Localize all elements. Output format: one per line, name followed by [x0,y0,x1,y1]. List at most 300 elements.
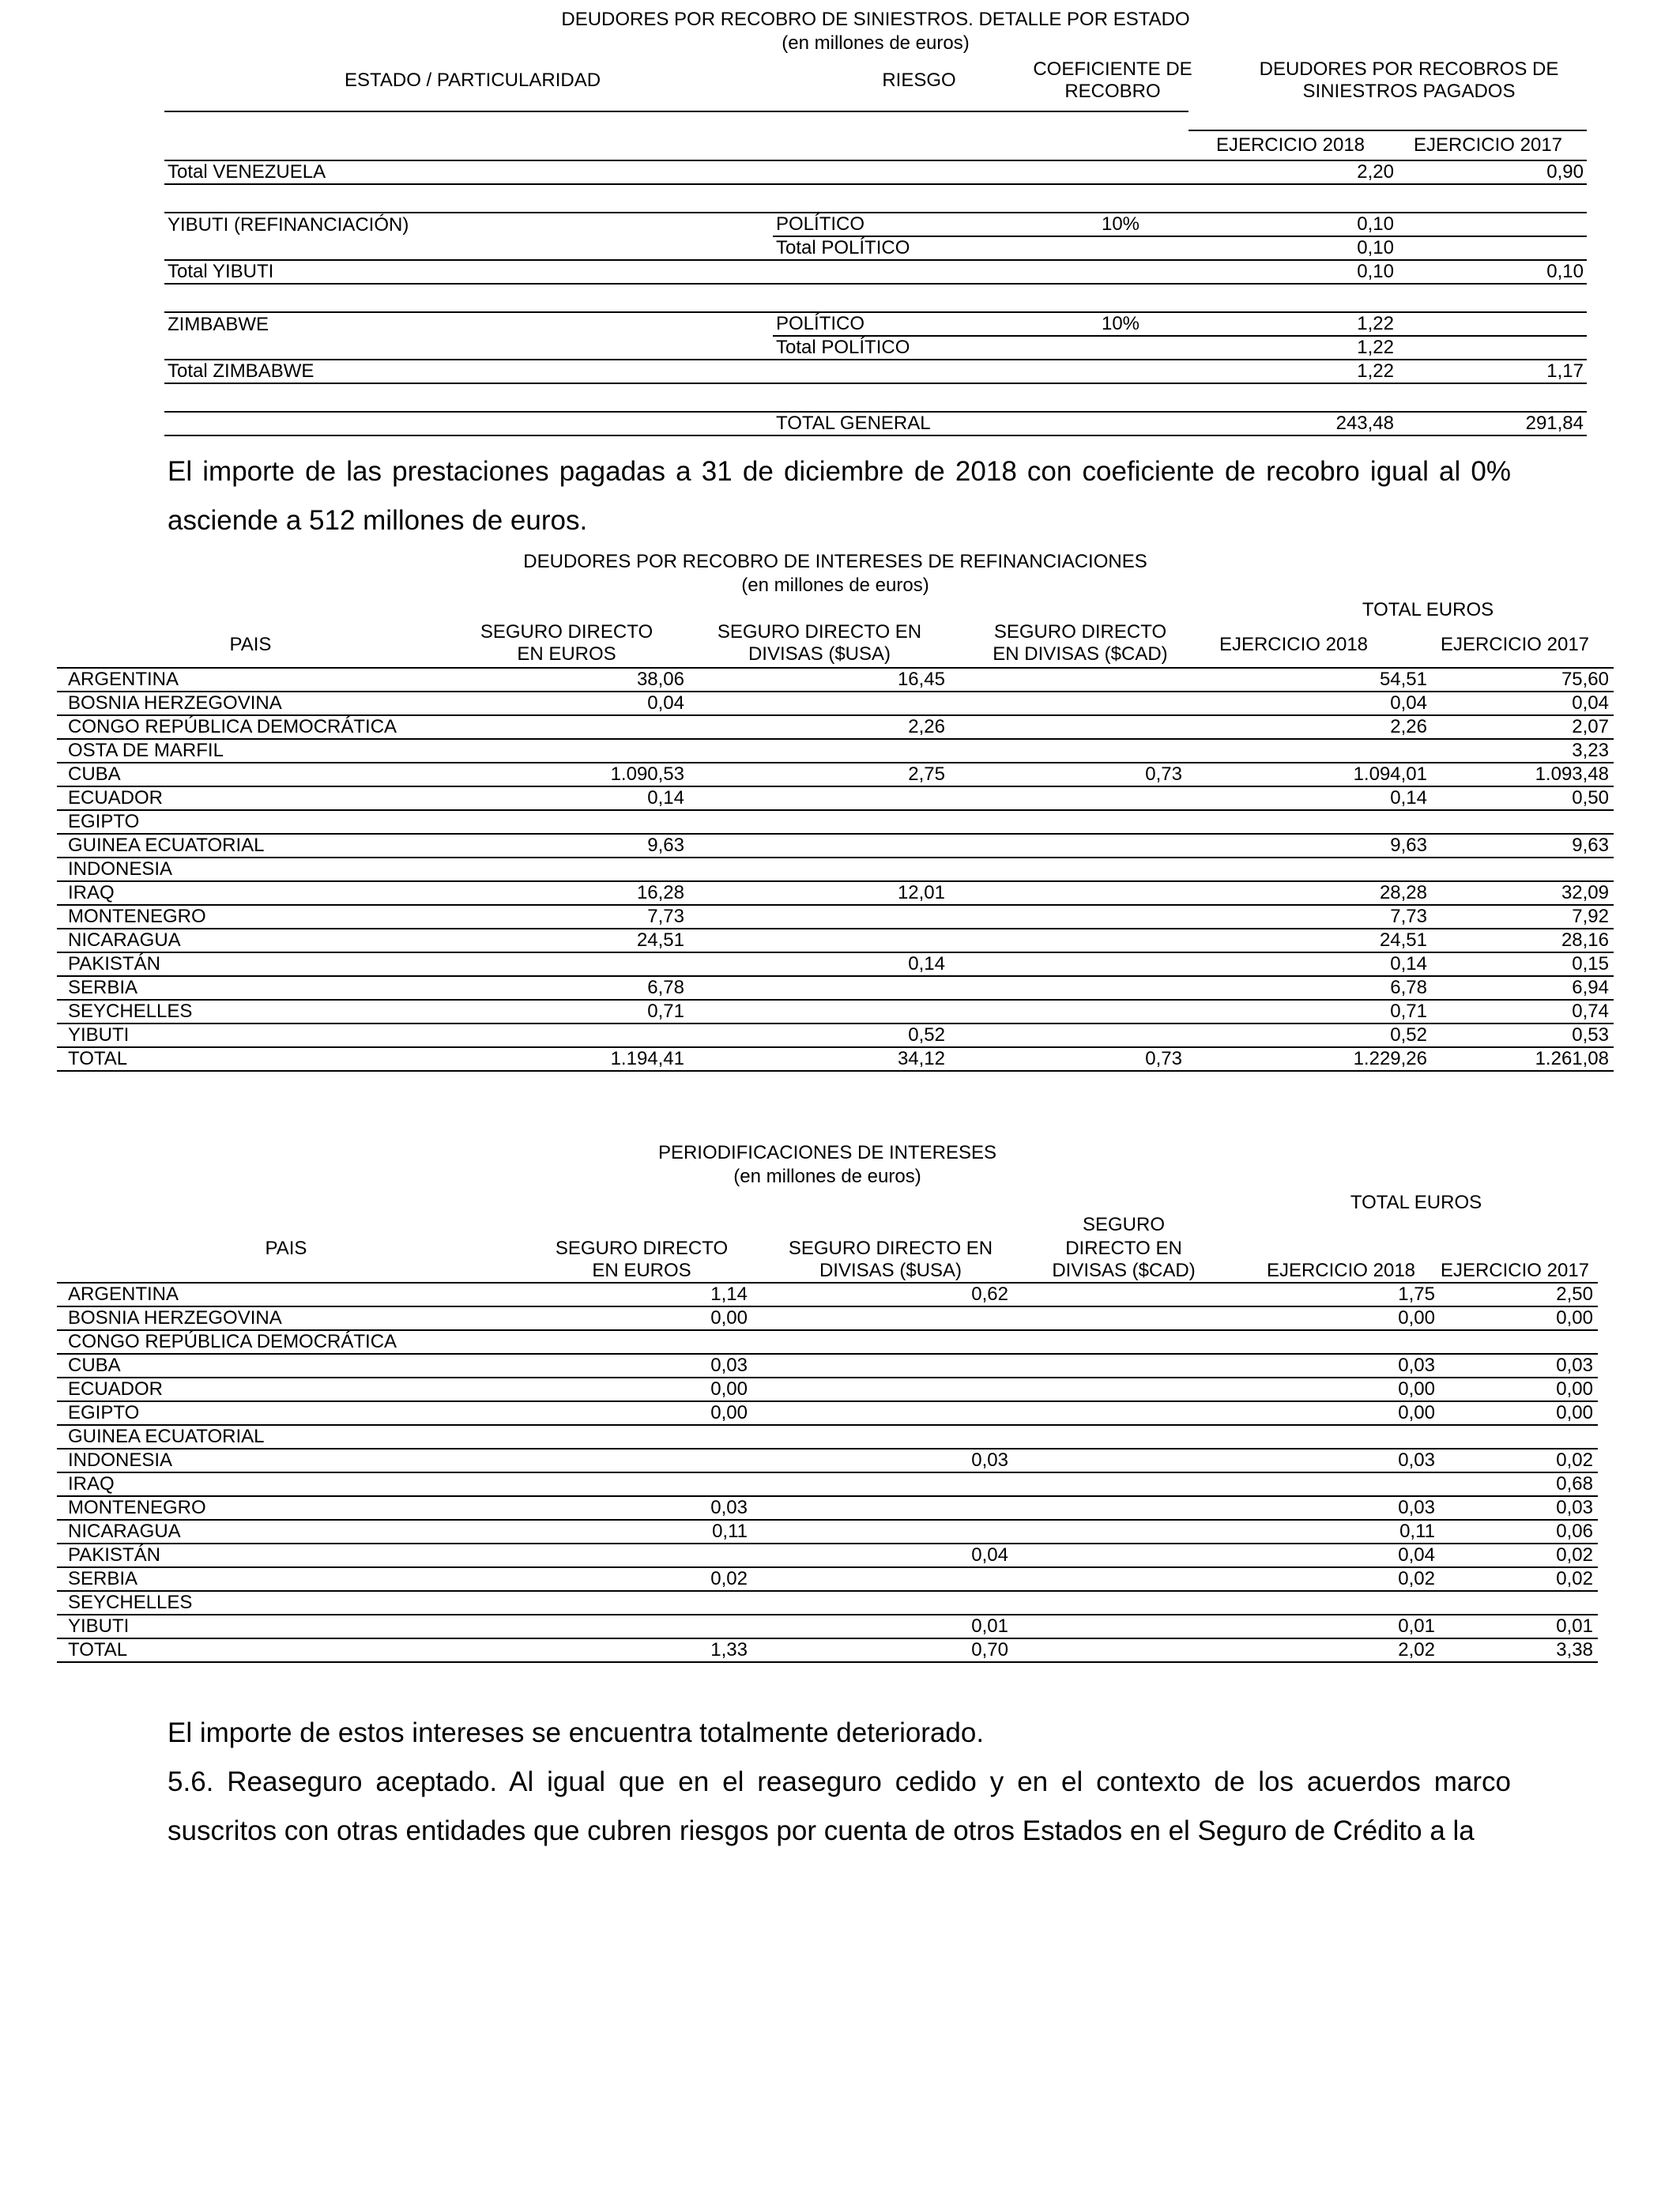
header-ej2017: EJERCICIO 2017 [1413,134,1563,156]
cell-coef: 10% [1002,213,1239,236]
cell-riesgo: POLÍTICO [773,213,1002,236]
header-usd-2: DIVISAS ($USA) [748,643,891,665]
cell-pais: SERBIA [57,976,452,1000]
table-row [164,360,1587,383]
cell-cad [950,976,1187,1000]
cell-estado: YIBUTI (REFINANCIACIÓN) [164,213,773,236]
cell-estado [164,236,773,260]
cell-2018: 0,52 [1187,1023,1432,1047]
header-cad-3: DIVISAS ($CAD) [1052,1260,1196,1281]
table-row [57,692,1614,715]
recobro-siniestros-table [164,8,1587,436]
cell-usd [689,976,950,1000]
table-row-spacer [164,383,1587,412]
cell-pais: ARGENTINA [57,668,452,692]
cell-usd: 0,01 [752,1615,1013,1638]
cell-2017: 0,04 [1432,692,1614,715]
cell-pais: INDONESIA [57,858,452,881]
cell-cad [1013,1425,1195,1449]
table-row [57,881,1614,905]
cell-2018: 54,51 [1187,668,1432,692]
table-row [57,1283,1598,1306]
cell-estado [164,336,773,360]
cell-2018 [1195,1330,1440,1354]
table-row-total [57,1638,1598,1662]
table1-header [164,55,1587,160]
cell-2017 [1440,1591,1598,1615]
cell-2018: 243,48 [1239,412,1397,435]
header-cad-1: SEGURO DIRECTO [993,621,1167,643]
cell-2018: 0,00 [1195,1401,1440,1425]
cell-usd [689,810,950,834]
cell-riesgo: Total POLÍTICO [773,336,1002,360]
cell-eur: 0,04 [452,692,689,715]
cell-2018: 2,20 [1239,160,1397,184]
cell-pais: GUINEA ECUATORIAL [57,834,452,858]
cell-eur: 24,51 [452,929,689,952]
cell-2018: 0,01 [1195,1615,1440,1638]
cell-usd [689,858,950,881]
cell-2017: 0,02 [1440,1544,1598,1567]
cell-eur: 1,14 [515,1283,752,1306]
cell-2018: 7,73 [1187,905,1432,929]
table-row [164,336,1587,360]
cell-pais: EGIPTO [57,810,452,834]
cell-cad [1013,1544,1195,1567]
header-coef-1: COEFICIENTE DE [1033,58,1192,80]
table-row [57,1000,1614,1023]
cell-2018: 0,10 [1239,236,1397,260]
cell-2018: 0,04 [1195,1544,1440,1567]
table-row [57,1449,1598,1472]
cell-eur [452,858,689,881]
paragraph-deteriorado: El importe de estos intereses se encuentra totalmente deteriorado. [168,1717,985,1748]
cell-pais: CUBA [57,1354,515,1378]
cell-estado [164,412,773,435]
table2-header [57,598,1614,667]
cell-eur: 0,00 [515,1306,752,1330]
cell-cad [1013,1638,1195,1662]
cell-pais: OSTA DE MARFIL [57,739,452,763]
intereses-refinanciaciones-table [57,550,1614,1072]
cell-riesgo [773,160,1002,184]
cell-2018 [1195,1591,1440,1615]
cell-cad [1013,1472,1195,1496]
cell-eur [515,1449,752,1472]
cell-cad [1013,1330,1195,1354]
table3-subtitle: (en millones de euros) [733,1166,921,1187]
cell-eur: 0,00 [515,1378,752,1401]
header-estado: ESTADO / PARTICULARIDAD [344,70,601,91]
header-coef-2: RECOBRO [1064,81,1161,102]
cell-cad [1013,1354,1195,1378]
table3-title: PERIODIFICACIONES DE INTERESES [657,1142,997,1163]
cell-2017: 0,74 [1432,1000,1614,1023]
cell-pais: PAKISTÁN [57,1544,515,1567]
cell-coef: 10% [1002,312,1239,336]
cell-usd [752,1354,1013,1378]
cell-cad [1013,1520,1195,1544]
cell-pais: MONTENEGRO [57,905,452,929]
header-eur-2: EN EUROS [517,643,616,665]
cell-coef [1002,236,1239,260]
cell-cad [1013,1449,1195,1472]
cell-2017: 1.093,48 [1432,763,1614,786]
header-usd-1: SEGURO DIRECTO EN [788,1238,993,1259]
header-ej2018: EJERCICIO 2018 [1219,634,1369,655]
cell-eur [452,715,689,739]
cell-cad [950,881,1187,905]
table-row [164,312,1587,336]
cell-eur: 9,63 [452,834,689,858]
cell-pais: IRAQ [57,881,452,905]
table1-title: DEUDORES POR RECOBRO DE SINIESTROS. DETALLE POR ESTADO [561,9,1190,30]
table-row [57,1567,1598,1591]
cell-coef [1002,336,1239,360]
cell-2018: 0,11 [1195,1520,1440,1544]
cell-2017: 9,63 [1432,834,1614,858]
cell-2018: 24,51 [1187,929,1432,952]
cell-usd [752,1401,1013,1425]
header-deud-1: DEUDORES POR RECOBROS DE [1259,58,1559,80]
cell-eur: 0,03 [515,1496,752,1520]
cell-2017: 0,53 [1432,1023,1614,1047]
cell-usd [689,692,950,715]
header-pais: PAIS [265,1238,307,1259]
table-row [57,1425,1598,1449]
cell-coef [1002,360,1239,383]
header-cad-2: EN DIVISAS ($CAD) [993,643,1168,665]
header-eur-1: SEGURO DIRECTO [480,621,654,643]
cell-eur [515,1615,752,1638]
table3-header [57,1189,1598,1282]
cell-usd [689,739,950,763]
cell-usd [689,929,950,952]
cell-2018: 0,71 [1187,1000,1432,1023]
cell-usd [689,905,950,929]
cell-cad [950,810,1187,834]
cell-pais: CUBA [57,763,452,786]
cell-2017: 0,00 [1440,1306,1598,1330]
header-ej2018: EJERCICIO 2018 [1215,134,1365,156]
cell-cad [950,692,1187,715]
cell-eur: 0,03 [515,1354,752,1378]
cell-2018: 1,22 [1239,360,1397,383]
table-row [57,1520,1598,1544]
table-row [57,858,1614,881]
header-total-euros: TOTAL EUROS [1362,599,1494,620]
cell-usd [752,1520,1013,1544]
cell-pais: YIBUTI [57,1615,515,1638]
cell-2017 [1397,312,1587,336]
cell-cad [950,739,1187,763]
cell-pais: CONGO REPÚBLICA DEMOCRÁTICA [57,1330,515,1354]
table-row-total [164,412,1587,435]
cell-pais: PAKISTÁN [57,952,452,976]
cell-pais: NICARAGUA [57,929,452,952]
cell-2017: 0,90 [1397,160,1587,184]
header-usd-1: SEGURO DIRECTO EN [717,621,922,643]
periodificaciones-intereses-table [57,1141,1598,1663]
table-row [57,1306,1598,1330]
cell-estado: Total YIBUTI [164,260,773,284]
cell-pais: SERBIA [57,1567,515,1591]
cell-2018: 6,78 [1187,976,1432,1000]
header-ej2018: EJERCICIO 2018 [1266,1260,1416,1281]
header-eur-1: SEGURO DIRECTO [555,1238,729,1259]
cell-2017: 3,38 [1440,1638,1598,1662]
cell-2017: 0,00 [1440,1401,1598,1425]
cell-2018: 0,03 [1195,1354,1440,1378]
cell-usd: 0,62 [752,1283,1013,1306]
cell-2017: 0,10 [1397,260,1587,284]
cell-2017: 32,09 [1432,881,1614,905]
header-ej2017: EJERCICIO 2017 [1440,634,1590,655]
cell-eur: 0,00 [515,1401,752,1425]
cell-usd [752,1591,1013,1615]
cell-2017: 2,50 [1440,1283,1598,1306]
cell-cad [950,929,1187,952]
cell-riesgo: TOTAL GENERAL [773,412,1002,435]
header-total-euros: TOTAL EUROS [1350,1192,1482,1213]
table2-title: DEUDORES POR RECOBRO DE INTERESES DE REFINANCIACIONES [523,551,1147,572]
cell-2018: 0,04 [1187,692,1432,715]
cell-2017 [1397,213,1587,236]
cell-2018: 0,10 [1239,213,1397,236]
cell-2017: 0,03 [1440,1496,1598,1520]
cell-2018: 0,03 [1195,1449,1440,1472]
cell-2017: 0,06 [1440,1520,1598,1544]
cell-usd: 0,04 [752,1544,1013,1567]
table-row [57,1472,1598,1496]
table-row [57,976,1614,1000]
cell-eur: 1.194,41 [452,1047,689,1071]
table2-subtitle: (en millones de euros) [741,575,929,596]
cell-cad [1013,1378,1195,1401]
cell-2018: 0,00 [1195,1306,1440,1330]
table-row [57,1354,1598,1378]
cell-usd: 0,14 [689,952,950,976]
cell-2017: 0,68 [1440,1472,1598,1496]
cell-riesgo: POLÍTICO [773,312,1002,336]
cell-cad [950,668,1187,692]
cell-2018: 2,02 [1195,1638,1440,1662]
cell-cad [1013,1401,1195,1425]
cell-2017: 1,17 [1397,360,1587,383]
table-row [57,1378,1598,1401]
paragraph-reaseguro: 5.6. Reaseguro aceptado. Al igual que en el reaseguro cedido y en el contexto de los acuerdos marco suscritos con otras entidades que cubren riesgos por cuenta de otros Estados en el Seguro de Crédito a la [168,1766,1511,1846]
table-row-total [57,1047,1614,1071]
cell-cad [950,905,1187,929]
cell-usd: 0,70 [752,1638,1013,1662]
cell-eur: 0,71 [452,1000,689,1023]
cell-pais: TOTAL [57,1047,452,1071]
table-row [57,1496,1598,1520]
cell-usd [752,1378,1013,1401]
cell-usd [689,1000,950,1023]
cell-cad: 0,73 [950,1047,1187,1071]
cell-usd: 0,52 [689,1023,950,1047]
table1-body [164,160,1587,436]
table-row [57,1544,1598,1567]
header-usd-2: DIVISAS ($USA) [819,1260,962,1281]
cell-2017 [1440,1330,1598,1354]
cell-pais: ECUADOR [57,1378,515,1401]
table-row [57,834,1614,858]
cell-usd [752,1472,1013,1496]
cell-2017 [1397,236,1587,260]
header-pais: PAIS [229,634,272,655]
cell-cad [950,1000,1187,1023]
cell-pais: BOSNIA HERZEGOVINA [57,692,452,715]
cell-2017: 0,03 [1440,1354,1598,1378]
cell-2018: 9,63 [1187,834,1432,858]
table-row [57,786,1614,810]
cell-cad [950,1023,1187,1047]
cell-riesgo: Total POLÍTICO [773,236,1002,260]
cell-cad [1013,1283,1195,1306]
cell-2017: 0,01 [1440,1615,1598,1638]
cell-2018: 0,00 [1195,1378,1440,1401]
cell-cad [1013,1615,1195,1638]
cell-usd [752,1496,1013,1520]
cell-usd: 16,45 [689,668,950,692]
header-rule-left [164,111,1188,112]
cell-usd [752,1567,1013,1591]
cell-2018: 1.094,01 [1187,763,1432,786]
table-row [164,160,1587,184]
cell-usd [752,1425,1013,1449]
cell-eur [515,1330,752,1354]
paragraph-block [168,1709,1511,1856]
table-row [164,213,1587,236]
cell-2017: 6,94 [1432,976,1614,1000]
cell-2017: 0,02 [1440,1567,1598,1591]
cell-eur: 0,14 [452,786,689,810]
cell-2018 [1187,810,1432,834]
cell-pais: TOTAL [57,1638,515,1662]
cell-usd: 12,01 [689,881,950,905]
cell-eur [452,952,689,976]
cell-usd [752,1306,1013,1330]
cell-2018: 1,75 [1195,1283,1440,1306]
cell-cad [950,786,1187,810]
table3-body [57,1282,1598,1663]
cell-2018 [1187,858,1432,881]
table-row [57,763,1614,786]
cell-coef [1002,260,1239,284]
cell-coef [1002,160,1239,184]
cell-eur: 0,11 [515,1520,752,1544]
cell-pais: ECUADOR [57,786,452,810]
cell-usd [752,1330,1013,1354]
cell-cad [950,715,1187,739]
cell-2017: 0,00 [1440,1378,1598,1401]
table-row [57,668,1614,692]
cell-eur [515,1544,752,1567]
cell-2017: 0,50 [1432,786,1614,810]
cell-pais: SEYCHELLES [57,1000,452,1023]
paragraph-prestaciones: El importe de las prestaciones pagadas a 31 de diciembre de 2018 con coeficiente de recobro igual al 0% asciende a 512 millones de euros. [168,456,1511,536]
cell-2017: 3,23 [1432,739,1614,763]
cell-2017 [1440,1425,1598,1449]
cell-usd: 2,26 [689,715,950,739]
cell-2018 [1195,1425,1440,1449]
cell-estado: ZIMBABWE [164,312,773,336]
cell-2017: 28,16 [1432,929,1614,952]
table-row [57,739,1614,763]
cell-eur [515,1591,752,1615]
cell-eur [452,739,689,763]
cell-riesgo [773,360,1002,383]
cell-pais: GUINEA ECUATORIAL [57,1425,515,1449]
table-row-spacer [164,184,1587,213]
table-row [57,929,1614,952]
cell-cad [1013,1306,1195,1330]
cell-2017 [1432,810,1614,834]
cell-estado: Total ZIMBABWE [164,360,773,383]
cell-estado: Total VENEZUELA [164,160,773,184]
table-row [164,236,1587,260]
table-row [57,810,1614,834]
cell-2018 [1195,1472,1440,1496]
cell-pais: CONGO REPÚBLICA DEMOCRÁTICA [57,715,452,739]
header-rule-right [1188,130,1587,131]
cell-cad: 0,73 [950,763,1187,786]
table2-body [57,667,1614,1072]
cell-2017: 0,02 [1440,1449,1598,1472]
cell-riesgo [773,260,1002,284]
cell-2017: 1.261,08 [1432,1047,1614,1071]
cell-eur: 6,78 [452,976,689,1000]
header-eur-2: EN EUROS [592,1260,691,1281]
cell-eur [452,810,689,834]
header-ej2017: EJERCICIO 2017 [1440,1260,1590,1281]
table-row [57,1401,1598,1425]
cell-pais: EGIPTO [57,1401,515,1425]
cell-2017: 7,92 [1432,905,1614,929]
cell-eur [515,1472,752,1496]
table1-subtitle: (en millones de euros) [782,32,970,54]
cell-cad [1013,1567,1195,1591]
cell-2018: 2,26 [1187,715,1432,739]
cell-2017: 0,15 [1432,952,1614,976]
cell-pais: SEYCHELLES [57,1591,515,1615]
cell-cad [950,834,1187,858]
table-row [57,952,1614,976]
table-row [57,1615,1598,1638]
cell-eur: 38,06 [452,668,689,692]
table-row [164,260,1587,284]
cell-cad [1013,1591,1195,1615]
cell-cad [950,858,1187,881]
cell-usd: 2,75 [689,763,950,786]
cell-pais: MONTENEGRO [57,1496,515,1520]
cell-2018: 1,22 [1239,336,1397,360]
cell-usd [689,786,950,810]
cell-pais: NICARAGUA [57,1520,515,1544]
cell-2018: 28,28 [1187,881,1432,905]
cell-2018 [1187,739,1432,763]
header-cad-1: SEGURO [1082,1214,1165,1235]
cell-pais: IRAQ [57,1472,515,1496]
cell-2017 [1432,858,1614,881]
table-row-spacer [164,284,1587,312]
header-cad-2: DIRECTO EN [1065,1238,1182,1259]
cell-2018: 0,14 [1187,786,1432,810]
table-row [57,1330,1598,1354]
table-row [57,905,1614,929]
